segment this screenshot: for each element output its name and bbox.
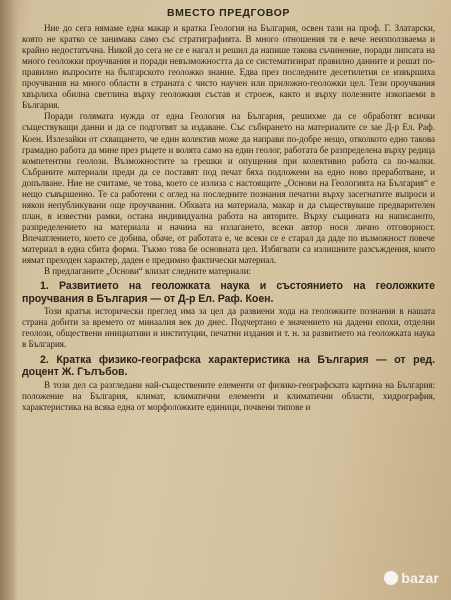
watermark-text: bazar [401,570,439,586]
section-text-1: Този кратък исторически преглед има за цел да развиени хода на геоложките познания в нашата страна добити за времето от минаалия век до днес. Подчертано е значението на дадени епохи, отделни геолози, обществени инициативи и институции, печатни издания и т. н. за развитието на геоложката наука в България. [22,306,435,350]
page-text-block [22,8,435,413]
page-gutter-shadow [0,0,18,600]
page-title: ВМЕСТО ПРЕДГОВОР [167,7,290,19]
section-heading-2: 2. Кратка физико-географска характеристика на България — от ред. доцент Ж. Гълъбов. [22,353,435,379]
bazar-watermark-logo [384,570,439,586]
section-text-2: В този дел са разгледани най-съществените елементи от физико-географската картина на България: положение на България, климат, климатични елементи и климатични области, хидрография, характеристика на всяка една от морфоложките единици, почвени типове и [22,379,435,412]
section-heading-1: 1. Развитието на геоложката наука и състоянието на геоложките проучвания в България — от Д-р Ел. Раф. Коен. [22,280,435,305]
paragraph-intro: Ние до сега нямаме една макар и кратка Геология на България, освен тази на проф. Г. Златарски, която не кратко се занимава само със стратиграфията. В много отношения тя е вече неизползваема и крайно недостатъчна. Никой до сега не се е нагал и решил да напише такова съчинение, поради липсата на много геоложки проучвания и поради невъзможността да се систематизират правилно данните и решат по-правилно въпросите на българското геоложко знание. Едва през последните десетилетия се извършиха проучвания на много области в страната с чисто научен или приложно-геоложки цел. Тези проучвания хвърлиха обилна светлина върху геоложкия състав и строеж, както и върху полезните изкопаеми в България. [22,23,435,111]
paragraph-collective-work: Поради голямата нужда от една Геология на България, решихме да се обработят всички съществуващи данни и да се подготвят за издаване. Със събирането на материалите се зае Д-р Ел. Раф. Коен. Излезайки от схващането, че един колектив може да направи по-добре нещо, отколкото едно такова грамадно работа да мине през ръцете и волята само на един геолог, работата бе разпределена върху редица компетентни геолози. Възможностите за грешки и опущения при колективно работа са по-малки. Събраните материали преди да се поставят под печат бяха подложени на едно ново преработване, и допълване. Ние не считаме, че това, което се излиза с настоящите „Основи на Геологията на България“ е нещо съвършенно. Те са работени с оглед на последните познания печатни върху засегнатите въпроси и някои непубликувани още проучвания. Обхвата на материала, макар и да съществуваше предварителен план, в известни рамки, остана индивидуална работа на авторите. Върху същината на написаното, разпределението на материала и начина на излагането, всеки автор носи лично отговорност. Впечатлението, което се добива, обаче, от работата е, че всеки се е старал да даде по възможност повече материал в една сбита форма. Тъкмо това бе основната цел. Избягвати са излишните разсъждения, които нямат преходен характер, даден е предимно фактически материал. [22,111,435,266]
bazar-logo-icon [384,571,398,585]
paragraph-contents-intro: В предлаганите „Основи“ влизат следните материали: [44,266,251,277]
